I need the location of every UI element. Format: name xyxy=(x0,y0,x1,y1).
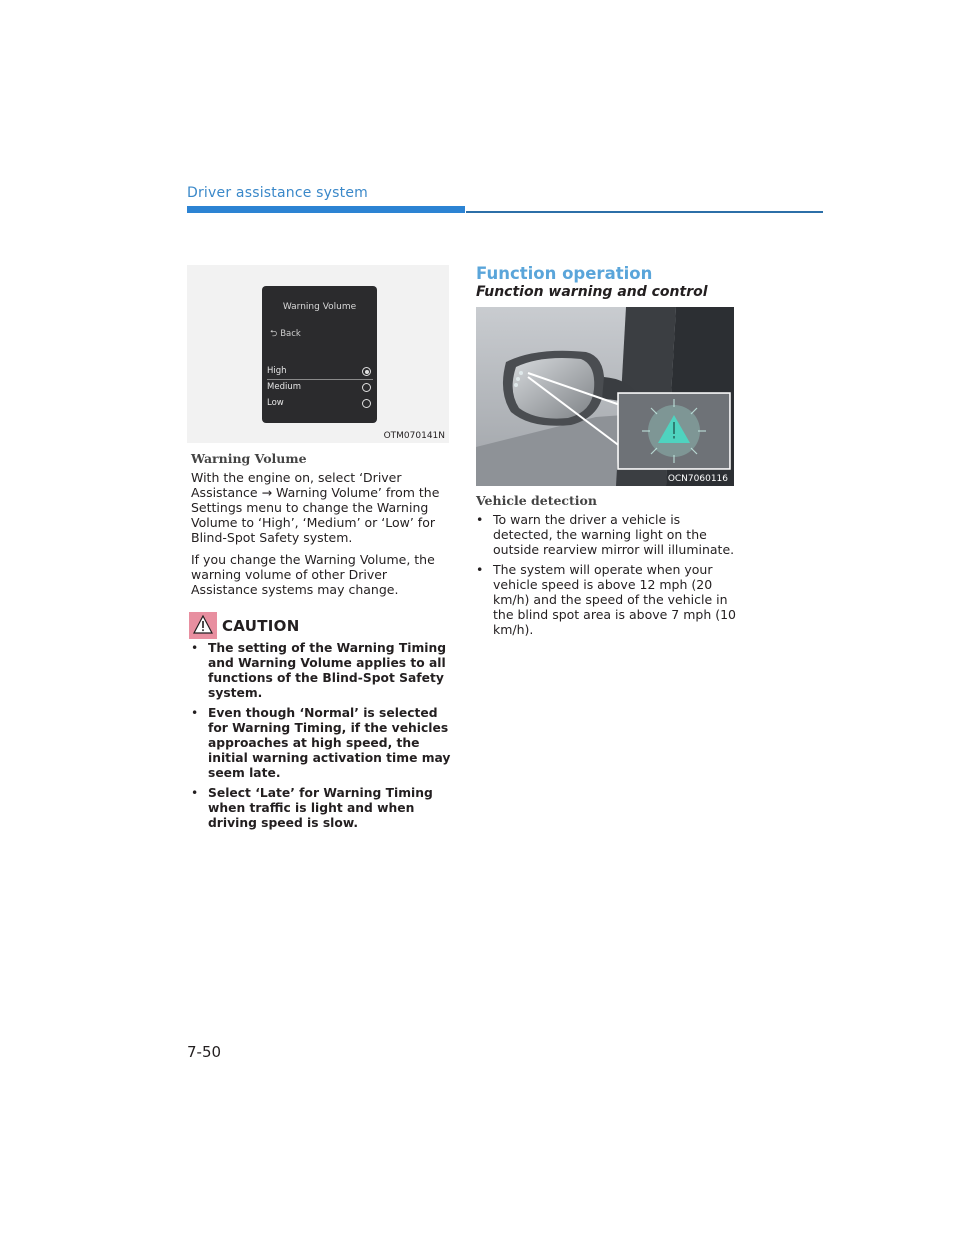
option-label: High xyxy=(267,366,287,376)
list-item: • Even though ‘Normal’ is selected for Warning Timing, if the vehicles approaches at high speed, the initial warning activation time may seem late. xyxy=(191,706,453,781)
body-text-left xyxy=(191,470,451,604)
section-title: Function operation xyxy=(476,264,653,283)
option-high xyxy=(267,366,371,376)
radio-icon xyxy=(362,399,371,408)
figure-code: OTM070141N xyxy=(383,431,445,441)
cluster-screen xyxy=(262,286,377,423)
header-bar-thick xyxy=(187,206,465,213)
back-label: Back xyxy=(280,329,301,339)
caution-icon xyxy=(189,612,217,639)
warning-triangle-icon xyxy=(193,615,213,635)
screen-back xyxy=(270,326,301,342)
list-item: • To warn the driver a vehicle is detected, the warning light on the outside rearview mirror will illuminate. xyxy=(476,512,738,557)
paragraph: With the engine on, select ‘Driver Assistance → Warning Volume’ from the Settings menu to change the Warning Volume to ‘High’, ‘Medium’ or ‘Low’ for Blind-Spot Safety system. xyxy=(191,470,440,545)
list-item: • The setting of the Warning Timing and Warning Volume applies to all functions of the Blind-Spot Safety system. xyxy=(191,641,453,701)
option-medium xyxy=(267,382,371,392)
side-mirror-illustration xyxy=(476,307,734,486)
caution-list xyxy=(191,641,453,836)
radio-selected-icon xyxy=(362,367,371,376)
paragraph: If you change the Warning Volume, the warning volume of other Driver Assistance systems may change. xyxy=(191,552,435,597)
screen-title: Warning Volume xyxy=(282,302,357,312)
figure-code: OCN7060116 xyxy=(667,474,728,484)
subheading-vehicle-detection: Vehicle detection xyxy=(476,493,597,508)
back-arrow-icon: ⮌ xyxy=(270,329,278,339)
header-title: Driver assistance system xyxy=(187,185,368,201)
option-label: Medium xyxy=(267,382,301,392)
figure-warning-volume xyxy=(187,265,449,443)
figure-side-mirror xyxy=(476,307,734,486)
vehicle-detection-list xyxy=(476,512,738,642)
option-divider xyxy=(267,379,373,380)
radio-icon xyxy=(362,383,371,392)
page-number: 7-50 xyxy=(187,1043,222,1061)
header-bar-thin xyxy=(466,211,823,213)
list-item: • The system will operate when your vehicle speed is above 12 mph (20 km/h) and the speed of the vehicle in the blind spot area is above 7 mph (10 km/h). xyxy=(476,562,738,637)
list-item: • Select ‘Late’ for Warning Timing when traffic is light and when driving speed is slow. xyxy=(191,786,453,831)
section-subtitle: Function warning and control xyxy=(476,284,708,300)
caution-label: CAUTION xyxy=(222,617,300,635)
option-label: Low xyxy=(267,398,284,408)
subheading-warning-volume: Warning Volume xyxy=(191,451,307,466)
option-low xyxy=(267,398,371,408)
